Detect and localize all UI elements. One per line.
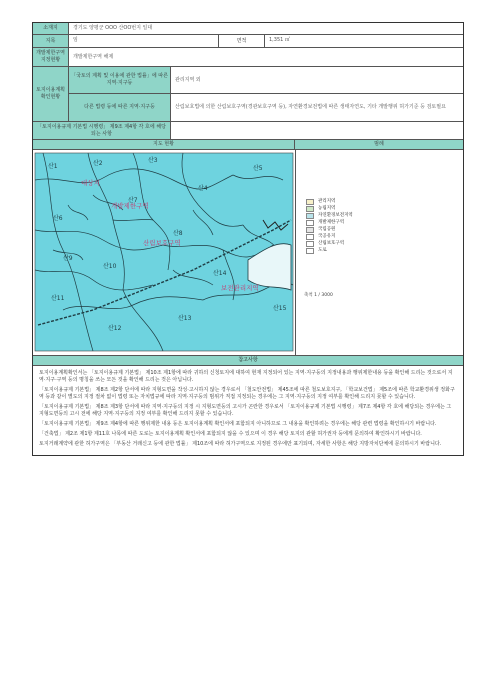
regulation-row <box>33 122 463 140</box>
area-label: 면적 <box>219 35 265 47</box>
notes-paragraph: 「토지이용규제 기본법」 제9조 제4항에 따른 행위제한 내용 등은 토지이용계획 확인서에 포함되지 아니하므로 그 내용을 확인하려는 경우에는 해당 관련 법령을 확인하시기 바랍니다. <box>39 421 437 427</box>
notes-paragraph: 「토지이용규제 기본법」 제8조 제3항 단서에 따라 지역·지구등의 지정 시 지형도면등의 고시가 곤란한 경우로서 「토지이용규제 기본법 시행령」 제7조 제4항 각 호에 해당되는 경우에는 그 지형도면등의 고시 전에 해당 지역·지구등의 지정 여부를 확인해 드리지 못할 수 있습니다. <box>39 404 452 417</box>
regulation-label: 「토지이용규제 기본법 시행령」 제9조 제4항 각 호에 해당되는 사항 <box>33 122 171 139</box>
parcel-label: 산1 <box>48 163 58 170</box>
parcel-label: 산6 <box>53 215 63 222</box>
legend-swatch <box>306 199 314 205</box>
legend-item: 농림지역 <box>306 205 353 212</box>
map-background <box>35 153 293 351</box>
parcel-label: 산4 <box>198 185 208 192</box>
map-section-title: 지도 현황 <box>33 140 295 149</box>
notes-paragraph: 토지이용계획확인서는 「토지이용규제 기본법」 제10조 제1항에 따라 귀하의 신청토지에 대하여 현재 지정되어 있는 지역·지구등의 지정내용과 행위제한내용 등을 확인해 드리는 것으로서 지역·지구·구역 등의 명칭을 쓰는 모든 것을 확인해 드리는 것은 아닙니다. <box>39 370 453 383</box>
parcel-label: 산14 <box>213 270 227 277</box>
notes-paragraph: 토지거래계약에 관한 허가구역은 「부동산 거래신고 등에 관한 법률」 제10조에 따라 허가구역으로 지정된 경우에만 표기되며, 자세한 사항은 해당 지방자치단체에 문의하시기 바랍니다. <box>39 441 442 447</box>
parcel-label: 산3 <box>148 157 158 164</box>
highlight-label: 산림보호구역 <box>143 239 181 247</box>
map-area <box>33 150 463 356</box>
legend-swatch <box>306 234 314 240</box>
restriction-zone-label: 개발제한구역 지정현황 <box>33 48 69 66</box>
parcel-label: 산11 <box>51 295 65 302</box>
legend-title: 범례 <box>295 140 463 149</box>
land-use-document <box>32 22 464 456</box>
regulation-value <box>171 122 463 139</box>
parcel-label: 산15 <box>273 305 287 312</box>
legend-swatch <box>306 220 314 226</box>
land-use-sub-row-1 <box>69 67 463 94</box>
legend-swatch <box>306 213 314 219</box>
location-value: 경기도 양평군 OOO 산OO번지 일대 <box>73 25 153 31</box>
notes-paragraph: 「토지이용규제 기본법」 제8조 제2항 단서에 따라 지형도면을 작성·고시하지 않는 경우로서 「철도안전법」 제45조에 따른 철도보호지구, 「학교보건법」 제5조에 따른 학교환경위생 정화구역 등과 같이 별도의 지정 절차 없이 법령 또는 자치법규에 따라 지역·지구등의 범위가 직접 지정되는 경우에는 그 지역·지구등의 지정 여부를 확인해 드리지 못할 수 있습니다. <box>39 387 455 400</box>
location-label: 소재지 <box>33 23 69 34</box>
restriction-zone-value: 개발제한구역 해제 <box>73 53 114 60</box>
land-category-row <box>33 35 463 48</box>
highlight-label: 대상지 <box>81 179 100 187</box>
area-value: 1,351 ㎡ <box>269 37 290 43</box>
location-row <box>33 23 463 35</box>
land-use-sub-label-1: 「국토의 계획 및 이용에 관한 법률」에 따른 지역·지구등 <box>69 67 171 93</box>
parcel-label: 산8 <box>173 230 183 237</box>
legend-swatch <box>306 227 314 233</box>
land-use-sub-value-1: 관리지역 외 <box>175 76 201 83</box>
land-use-plan-label: 토지이용계획 확인현황 <box>33 67 69 121</box>
land-category-label: 지목 <box>33 35 69 47</box>
highlight-label: 개발제한구역 <box>111 202 149 210</box>
parcel-label: 산9 <box>63 255 73 262</box>
legend-swatch <box>306 248 314 254</box>
legend-item: 도로 <box>306 247 353 254</box>
parcel-label: 산10 <box>103 263 117 270</box>
land-use-sub-row-2 <box>69 94 463 121</box>
parcel-label: 산7 <box>128 197 138 204</box>
land-use-sub-label-2: 다른 법령 등에 따른 지역·지구등 <box>69 94 171 121</box>
legend-swatch <box>306 206 314 212</box>
cadastral-map <box>33 150 295 355</box>
notes-body <box>33 366 463 455</box>
legend-item: 국립공원 <box>306 226 353 233</box>
land-use-sub-value-2: 산림보호법에 의한 산림보호구역(경관보호구역 등), 자연환경보전법에 따른 생태자연도, 기타 개발행위 허가기준 등 검토필요 <box>175 104 446 110</box>
map-section-header <box>33 140 463 150</box>
land-use-plan-row <box>33 67 463 122</box>
legend-item: 자연환경보전지역 <box>306 212 353 219</box>
legend-item: 관리지역 <box>306 198 353 205</box>
parcel-label: 산2 <box>93 160 103 167</box>
scale-text: 축척 1 / 3000 <box>304 293 333 298</box>
notes-section-title: 참고사항 <box>33 356 463 366</box>
land-category-value: 임 <box>69 35 219 47</box>
parcel-label: 산13 <box>178 315 192 322</box>
legend-item: 산림보호구역 <box>306 240 353 247</box>
map-box <box>33 150 296 355</box>
parcel-label: 산12 <box>108 325 122 332</box>
legend-list <box>306 198 353 254</box>
legend-item: 국공유지 <box>306 233 353 240</box>
parcel-label: 산5 <box>253 165 263 172</box>
legend-swatch <box>306 241 314 247</box>
legend-item: 개발제한구역 <box>306 219 353 226</box>
legend-box <box>296 150 463 355</box>
highlight-label: 보전관리지역 <box>221 284 259 292</box>
notes-paragraph: 「건축법」 제2조 제1항 제11호 나목에 따른 도로는 토지이용계획 확인서에 포함되지 않을 수 있으며 이 경우 해당 토지의 관할 허가권자 등에게 문의하여 확인하시기 바랍니다. <box>39 431 422 437</box>
restriction-zone-row <box>33 48 463 67</box>
